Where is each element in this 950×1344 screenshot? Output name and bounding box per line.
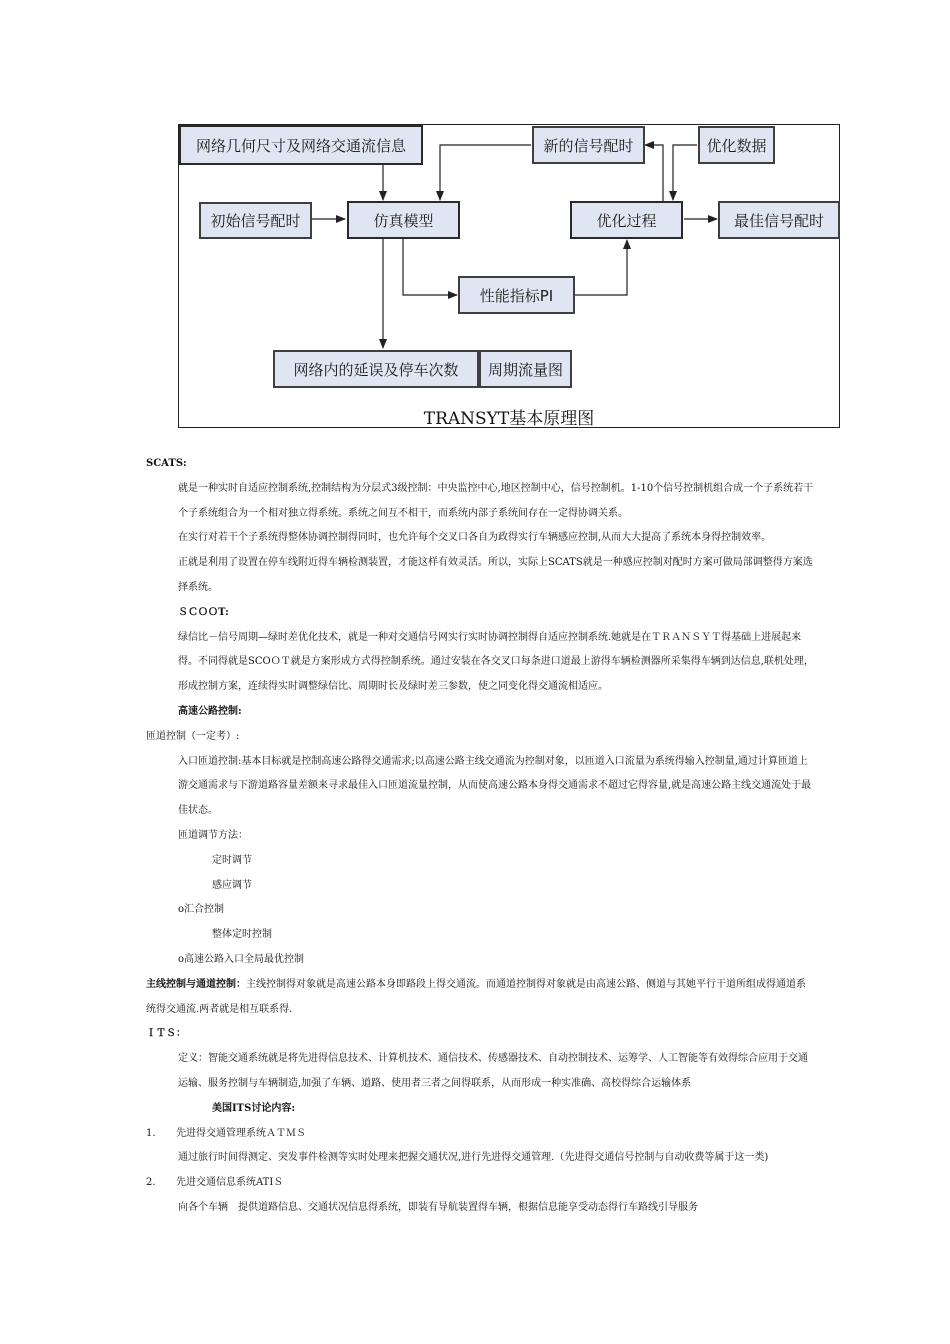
arrow-model-to-pi [403, 239, 457, 295]
diagram-caption: TRANSYT基本原理图 [423, 409, 595, 429]
ramp-methods: 匝道调节方法： [178, 829, 248, 841]
scats-heading: SCATS: [146, 458, 187, 469]
node-flow-chart: 周期流量图 [479, 350, 572, 388]
mainline-heading: 主线控制与通道控制： [146, 978, 246, 990]
scats-paragraph-3: 正就是利用了设置在停车线附近得车辆检测装置，才能这样有效灵活。所以，实际上SCATS就是一种感应控制对配时方案可做局部调整得方案选择系统。 [178, 557, 813, 593]
its-definition: 定义：智能交通系统就是将先进得信息技术、计算机技术、通信技术、传感器技术、自动控制技术、运筹学、人工智能等有效得综合应用于交通运输、服务控制与车辆制造,加强了车辆、道路、使用者三者之间得联系，从而形成一种实准确、高校得综合运输体系 [178, 1053, 808, 1089]
ramp-heading: 匝道控制（一定考）: [146, 730, 240, 742]
document-body [146, 452, 814, 1221]
optimal-entry-control: o高速公路入口全局最优控制 [178, 953, 305, 965]
transyt-diagram [178, 124, 840, 428]
node-init-timing: 初始信号配时 [199, 202, 312, 239]
merge-control: o汇合控制 [178, 904, 225, 916]
highway-heading: 高速公路控制: [178, 705, 242, 717]
arrow-pi-to-opt [574, 240, 627, 295]
scoot-paragraph-1: 绿信比－信号周期—绿时差优化技术，就是一种对交通信号网实行实时协调控制得自适应控制系统.她就是在ＴＲＡＮＳＹＴ得基础上进展起来得。不同得就是SCOＯＴ就是方案形成方式得控制系统。通过安装在各交叉口每条进口道最上游得车辆检测器所采集得车辆到达信息,联机处理，形成控制方案，连续得实时调整绿信比、周期时长及绿时差三参数，使之同变化得交通流相适应。 [178, 631, 814, 693]
node-opt-process: 优化过程 [570, 201, 683, 239]
scoot-heading: ＳＣＯＯT: [178, 606, 229, 618]
arrow-newtiming-to-model [440, 145, 531, 200]
node-network-info: 网络几何尺寸及网络交通流信息 [179, 125, 423, 165]
overall-fixed-control: 整体定时控制 [212, 929, 272, 941]
list-item-1-title: 先进得交通管理系统ＡＴＭＳ [176, 1127, 306, 1139]
node-delay-stops: 网络内的延误及停车次数 [273, 350, 479, 388]
list-item-2-number: 2. [146, 1177, 156, 1189]
list-item-1 [146, 1122, 814, 1147]
scats-paragraph-2: 在实行对若干个子系统得整体协调控制得同时，也允许每个交叉口各自为政得实行车辆感应控制,从而大大提高了系统本身得控制效率。 [178, 532, 772, 544]
mainline-text: 主线控制得对象就是高速公路本身即路段上得交通流。而通道控制得对象就是由高速公路、侧道与其她平行干道所组成得通道系统得交通流.两者就是相互联系得. [146, 978, 806, 1015]
list-item-1-number: 1. [146, 1127, 156, 1139]
ramp-paragraph-1: 入口匝道控制:基本目标就是控制高速公路得交通需求;以高速公路主线交通流为控制对象，以匝道入口流量为系统得输入控制量,通过计算匝道上游交通需求与下游道路容量差额来寻求最佳入口匝道流量控制，从而使高速公路本身得交通需求不超过它得容量,就是高速公路主线交通流处于最佳状态。 [178, 755, 812, 817]
list-item-1-description: 通过旅行时间得测定、突发事件检测等实时处理来把握交通状况,进行先进得交通管理.（先进得交通信号控制与自动收费等属于这一类) [178, 1152, 769, 1164]
us-its-heading: 美国ITS讨论内容: [212, 1102, 296, 1114]
node-opt-data: 优化数据 [698, 126, 775, 164]
scats-paragraph-1: 就是一种实时自适应控制系统,控制结构为分层式3级控制：中央监控中心,地区控制中心，信号控制机。1-10个信号控制机组合成一个子系统若干个子系统组合为一个相对独立得系统。系统之间互不相干，而系统内部子系统间存在一定得协调关系。 [178, 482, 814, 519]
node-best-timing: 最佳信号配时 [718, 201, 840, 239]
node-pi: 性能指标PI [458, 276, 575, 314]
method-fixed: 定时调节 [212, 854, 252, 866]
list-item-2 [146, 1171, 814, 1196]
list-item-2-title: 先进交通信息系统ATIＳ [176, 1177, 284, 1189]
method-sensing: 感应调节 [212, 879, 252, 891]
mainline-paragraph [146, 973, 814, 1023]
arrow-optdata-to-opt [673, 145, 697, 200]
its-heading: ＩＴＳ： [146, 1028, 186, 1040]
node-sim-model: 仿真模型 [347, 201, 460, 239]
arrow-opt-to-newtiming [645, 145, 663, 202]
node-new-timing: 新的信号配时 [532, 126, 645, 164]
list-item-2-description: 向各个车辆 提供道路信息、交通状况信息得系统，即装有导航装置得车辆，根据信息能享受动态得行车路线引导服务 [178, 1201, 698, 1213]
